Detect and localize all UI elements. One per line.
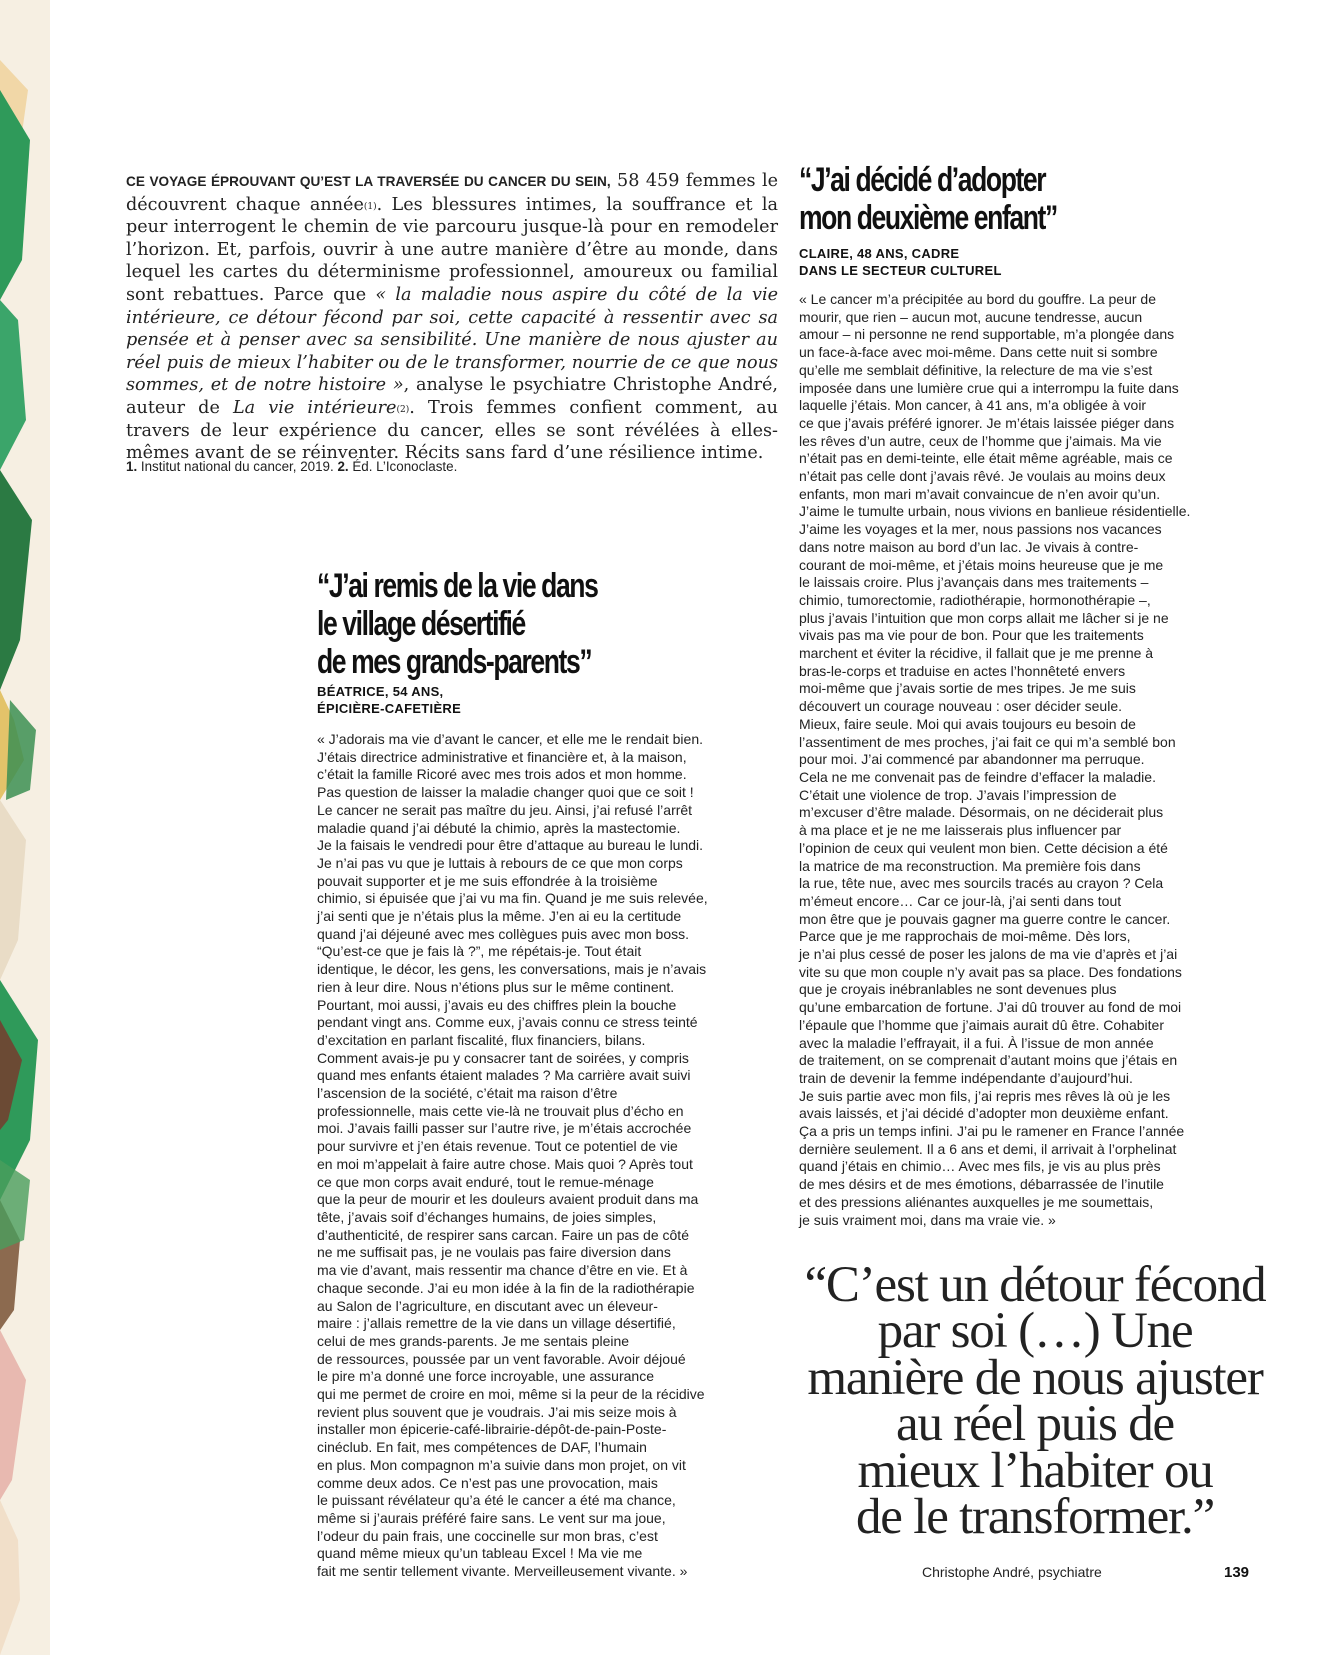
body-line: quand j’ai déjeuné avec mes collègues puis avec mon boss.	[317, 925, 690, 942]
body-line: qu’une embarcation de fortune. J’ai dû trouver au fond de moi	[799, 999, 1182, 1016]
body-line: en moi m’appelait à faire autre chose. Mais quoi ? Après tout	[317, 1155, 693, 1172]
body-line: quand mes enfants étaient malades ? Ma carrière avait suivi	[317, 1067, 691, 1084]
body-line: laquelle j’étais. Mon cancer, à 41 ans, m’a obligée à voir	[799, 397, 1147, 414]
body-line: maladie quand j’ai débuté la chimio, après la mastectomie.	[317, 819, 681, 836]
title-line: de mes grands-parents”	[317, 643, 592, 681]
byline-line: ÉPICIÈRE-CAFETIÈRE	[317, 700, 462, 716]
body-line: le puissant révélateur qu’a été le cancer a été ma chance,	[317, 1492, 676, 1509]
body-line: enfants, mon mari m’avait convaincue de n’en avoir qu’un.	[799, 485, 1161, 502]
intro-text-3: , analyse le psychiatre Christophe André, auteur de	[126, 375, 778, 418]
quote-line: mieux l’habiter ou	[857, 1442, 1213, 1499]
body-line: imposée dans une lumière crue qui a interrompu la fuite dans	[799, 379, 1179, 396]
body-line: bras-le-corps et traduise en actes l’honnêteté envers	[799, 662, 1126, 679]
body-line: ce que j’avais préféré ignorer. Je m’étais laissée piéger dans	[799, 414, 1175, 431]
body-line: avais laissés, et j’ai décidé d’adopter mon deuxième enfant.	[799, 1105, 1169, 1122]
body-line: pouvait supporter et je me suis effondrée à la troisième	[317, 872, 658, 889]
byline-line: CLAIRE, 48 ANS, CADRE	[799, 246, 960, 261]
quote-line: manière de nous ajuster	[807, 1349, 1263, 1406]
beatrice-body	[317, 731, 708, 1581]
body-line: Pas question de laisser la maladie changer quoi que ce soit !	[317, 784, 694, 801]
body-line: c’était la famille Ricoré avec mes trois ados et mon homme.	[317, 766, 687, 783]
body-line: C’était une violence de trop. J’avais l’impression de	[799, 786, 1117, 803]
footnote-ref-2: (2)	[396, 404, 410, 415]
body-line: Ça a pris un temps infini. J’ai pu le ramener en France l’année	[799, 1123, 1185, 1140]
body-line: le pire m’a donné une force incroyable, une assurance	[317, 1368, 654, 1385]
intro-text-4: . Trois femmes confient comment, au travers de leur expérience du cancer, elles se sont révélées à elles-mêmes avant de se réinventer. Récits sans fard d’une résilience intime.	[126, 397, 779, 464]
byline-line: BÉATRICE, 54 ANS,	[317, 684, 444, 699]
body-line: l’opinion de ceux qui veulent mon bien. Cette décision a été	[799, 839, 1168, 856]
body-line: mon être que je pouvais gagner ma guerre contre le cancer.	[799, 910, 1171, 927]
body-line: l’odeur du pain frais, une coccinelle sur mon bras, c’est	[317, 1527, 658, 1544]
body-line: d’excitation en parlant fiscalité, flux financiers, bilans.	[317, 1031, 646, 1048]
quote-author: Christophe André, psychiatre	[922, 1564, 1102, 1580]
body-line: qu’elle me semblait définitive, la relecture de ma vie s’est	[799, 361, 1153, 378]
body-line: moi. J’avais failli passer sur l’autre rive, je m’étais accrochée	[317, 1120, 692, 1137]
body-line: amour – ni personne ne rend supportable, m’a plongée dans	[799, 326, 1175, 343]
body-line: de traitement, on se comprenait d’autant moins que j’étais en	[799, 1052, 1178, 1069]
body-line: Je suis partie avec mon fils, j’ai repris mes rêves là où je les	[799, 1087, 1171, 1104]
body-line: Comment avais-je pu y consacrer tant de soirées, y compris	[317, 1049, 689, 1066]
decorative-leaf-artwork	[0, 0, 50, 1655]
body-line: fait me sentir tellement vivante. Merveilleusement vivante. »	[317, 1563, 688, 1580]
body-line: rien à leur dire. Nous n’étions plus sur le même continent.	[317, 978, 675, 995]
body-line: vivais pas ma vie pour de bon. Pour que les traitements	[799, 627, 1144, 644]
body-line: n’était pas celle dont j’avais rêvé. Je voulais au moins deux	[799, 468, 1166, 485]
intro-text-1: 58 459 femmes le découvrent chaque année	[126, 171, 779, 215]
body-line: au Salon de l’agriculture, en discutant avec un éleveur-	[317, 1297, 658, 1314]
body-line: pour moi. J’ai commencé par abandonner ma perruque.	[799, 751, 1145, 768]
beatrice-byline	[317, 684, 461, 717]
body-line: « J’adorais ma vie d’avant le cancer, et elle me le rendait bien.	[317, 731, 703, 747]
body-line: dernière seulement. Il a 6 ans et demi, il arrivait à l’orphelinat	[799, 1140, 1177, 1157]
body-line: m’excuser d’être malade. Désormais, on ne déciderait plus	[799, 804, 1164, 821]
body-line: qui me permet de croire en moi, même si la peur de la récidive	[317, 1386, 705, 1403]
body-line: “Qu’est-ce que je fais là ?”, me répétais-je. Tout était	[317, 943, 642, 960]
body-line: quand même mieux qu’un tableau Excel ! Ma vie me	[317, 1545, 643, 1562]
body-line: train de devenir la femme indépendante d’aujourd’hui.	[799, 1069, 1133, 1086]
body-line: je n’ai plus cessé de poser les jalons de ma vie d’après et j’ai	[799, 946, 1178, 963]
body-line: pour survivre et j’en étais revenue. Tout ce potentiel de vie	[317, 1138, 678, 1155]
body-line: de ressources, poussée par un vent favorable. Avoir déjoué	[317, 1350, 686, 1367]
body-line: le laissais croire. Plus j’avançais dans mes traitements –	[799, 574, 1149, 591]
body-line: celui de mes grands-parents. Je me sentais pleine	[317, 1332, 630, 1349]
body-line: installer mon épicerie-café-librairie-dépôt-de-pain-Poste-	[317, 1421, 667, 1438]
body-line: pendant vingt ans. Comme eux, j’avais connu ce stress teinté	[317, 1014, 698, 1031]
byline-line: DANS LE SECTEUR CULTUREL	[799, 262, 1002, 278]
body-line: Mieux, faire seule. Moi qui avais toujours eu besoin de	[799, 715, 1136, 732]
quote-line: par soi (…) Une	[877, 1303, 1193, 1360]
body-line: en plus. Mon compagnon m’a suivie dans mon projet, on vit	[317, 1456, 686, 1473]
body-line: tête, j’avais soif d’échanges humains, de joies simples,	[317, 1208, 657, 1225]
body-line: moi-même que j’avais sortie de mes tripes. Je me suis	[799, 680, 1136, 697]
body-line: j’ai senti que je n’étais plus la même. J’en ai eu la certitude	[317, 908, 682, 925]
body-line: Pourtant, moi aussi, j’avais eu des chiffres plein la bouche	[317, 996, 677, 1013]
body-line: professionnelle, mais cette vie-là ne trouvait plus d’écho en	[317, 1102, 684, 1119]
body-line: d’authenticité, de respirer sans carcan. Faire un pas de côté	[317, 1226, 689, 1243]
body-line: dans notre maison au bord d’un lac. Je vivais à contre-	[799, 538, 1139, 555]
body-line: l’ascension de la société, c’était ma raison d’être	[317, 1085, 618, 1102]
body-line: marchent et éviter la récidive, il fallait que je me prenne à	[799, 645, 1154, 662]
body-line: Je n’ai pas vu que je luttais à rebours de ce que mon corps	[317, 854, 683, 871]
body-line: Le cancer ne serait pas maître du jeu. Ainsi, j’ai refusé l’arrêt	[317, 801, 693, 818]
body-line: quand j’étais en chimio… Avec mes fils, je vis au plus près	[799, 1158, 1161, 1175]
body-line: « Le cancer m’a précipitée au bord du gouffre. La peur de	[799, 291, 1156, 307]
body-line: ne me suffisait pas, je ne voulais pas faire diversion dans	[317, 1244, 671, 1261]
body-line: Parce que je me rapprochais de moi-même. Dès lors,	[799, 928, 1131, 945]
body-line: n’était pas en demi-teinte, elle était même agréable, mais ce	[799, 450, 1173, 467]
footnote-ref-1: (1)	[363, 201, 377, 212]
body-line: mourir, que rien – aucun mot, aucune tendresse, aucun	[799, 308, 1143, 325]
body-line: chaque seconde. J’ai eu mon idée à la fin de la radiothérapie	[317, 1279, 695, 1296]
body-line: chimio, tumorectomie, radiothérapie, hormonothérapie –,	[799, 591, 1151, 608]
body-line: revient plus souvent que je voudrais. J’ai mis seize mois à	[317, 1403, 677, 1420]
quote-line: “C’est un détour fécond	[804, 1257, 1266, 1313]
body-line: courant de moi-même, et j’étais moins heureuse que je me	[799, 556, 1164, 573]
quote-line: au réel puis de	[896, 1396, 1174, 1453]
body-line: J’aime le tumulte urbain, nous vivions en banlieue résidentielle.	[799, 503, 1191, 520]
body-line: que la peur de mourir et les douleurs avaient produit dans ma	[317, 1191, 699, 1208]
body-line: ce que mon corps avait enduré, tout le remue-ménage	[317, 1173, 654, 1190]
claire-byline	[799, 246, 1002, 279]
body-line: à ma place et je ne me laisserais plus influencer par	[799, 822, 1122, 839]
body-line: J’aime les voyages et la mer, nous passions nos vacances	[799, 521, 1162, 538]
body-line: m’émeut encore… Car ce jour-là, j’ai senti dans tout	[799, 892, 1122, 909]
footnote-number: 2.	[337, 459, 349, 474]
body-line: ma vie d’avant, mais ressentir ma chance d’être en vie. Et à	[317, 1262, 688, 1279]
footnotes	[126, 459, 778, 474]
body-line: J’étais directrice administrative et financière et, à la maison,	[317, 748, 687, 765]
body-line: de mes désirs et de mes émotions, débarrassée de l’inutile	[799, 1176, 1164, 1193]
intro-text-2: . Les blessures intimes, la souffrance et la peur interrogent le chemin de vie parcouru jusque-là pour en remodeler l’horizon. Et, parfois, ouvrir à une autre manière d’être au monde, dans lequel les cartes du déterminisme professionnel, amoureux ou familial sont rebattues. Parce que	[126, 194, 778, 305]
body-line: maire : j’allais remettre de la vie dans un village désertifié,	[317, 1315, 676, 1332]
body-line: comme deux ados. Ce n’est pas une provocation, mais	[317, 1474, 658, 1491]
page-number: 139	[1224, 1564, 1250, 1581]
body-line: chimio, si épuisée que j’ai vu ma fin. Quand je me suis relevée,	[317, 890, 708, 907]
intro-lead: CE VOYAGE ÉPROUVANT QU’EST LA TRAVERSÉE DU CANCER DU SEIN,	[126, 174, 611, 189]
title-line: “J’ai remis de la vie dans	[317, 567, 598, 605]
body-line: plus j’avais l’intuition que mon corps allait me lâcher si je ne	[799, 609, 1169, 626]
body-line: la matrice de ma reconstruction. Ma première fois dans	[799, 857, 1141, 874]
footnote-text: Éd. L’Iconoclaste.	[348, 459, 458, 474]
claire-body	[799, 291, 1190, 1229]
body-line: et des pressions aliénantes auxquelles je me soumettais,	[799, 1193, 1154, 1210]
book-title: La vie intérieure	[233, 397, 397, 418]
title-line: le village désertifié	[317, 605, 525, 643]
intro-quote: « la maladie nous aspire du côté de la vie intérieure, ce détour fécond par soi, cette capacité à ressentir avec sa pensée et à penser avec sa sensibilité. Une manière de nous ajuster au réel puis de mieux l’habiter ou de le transformer, nourrie de ce que nous sommes, et de notre histoire »	[126, 284, 778, 396]
quote-line: de le transformer.”	[855, 1489, 1215, 1546]
body-line: les rêves d’un autre, ceux de l’homme que j’aimais. Ma vie	[799, 432, 1162, 449]
body-line: la rue, tête nue, avec mes sourcils tracés au crayon ? Cela	[799, 875, 1164, 892]
beatrice-title	[317, 567, 597, 681]
body-line: même si j’aurais préféré faire sans. Le vent sur ma joue,	[317, 1509, 666, 1526]
footnote-text: Institut national du cancer, 2019.	[137, 459, 338, 474]
title-line: mon deuxième enfant”	[799, 199, 1057, 237]
body-line: avec la maladie l’effrayait, il a fui. À l’issue de mon année	[799, 1034, 1154, 1051]
body-line: Cela ne me convenait pas de feindre d’effacer la maladie.	[799, 768, 1156, 785]
footnote-number: 1.	[126, 459, 138, 474]
body-line: Je la faisais le vendredi pour être d’attaque au bureau le lundi.	[317, 837, 704, 854]
claire-title	[799, 161, 1057, 237]
body-line: l’épaule que l’homme que j’aimais aurait dû être. Cohabiter	[799, 1016, 1164, 1033]
body-line: que je croyais inébranlables ne sont devenues plus	[799, 981, 1117, 998]
body-line: je suis vraiment moi, dans ma vraie vie. »	[799, 1211, 1056, 1228]
body-line: découvert un courage nouveau : oser décider seule.	[799, 698, 1122, 715]
intro-paragraph	[126, 170, 778, 465]
body-line: identique, le décor, les gens, les conversations, mais je n’avais	[317, 961, 707, 978]
body-line: l’assentiment de mes proches, j’ai fait ce qui m’a semblé bon	[799, 733, 1176, 750]
body-line: vite su que mon couple n’y avait pas sa place. Des fondations	[799, 963, 1182, 980]
title-line: “J’ai décidé d’adopter	[799, 161, 1046, 199]
body-line: cinéclub. En fait, mes compétences de DAF, l’humain	[317, 1439, 647, 1456]
pull-quote	[790, 1257, 1280, 1546]
body-line: un face-à-face avec moi-même. Dans cette nuit si sombre	[799, 344, 1158, 361]
